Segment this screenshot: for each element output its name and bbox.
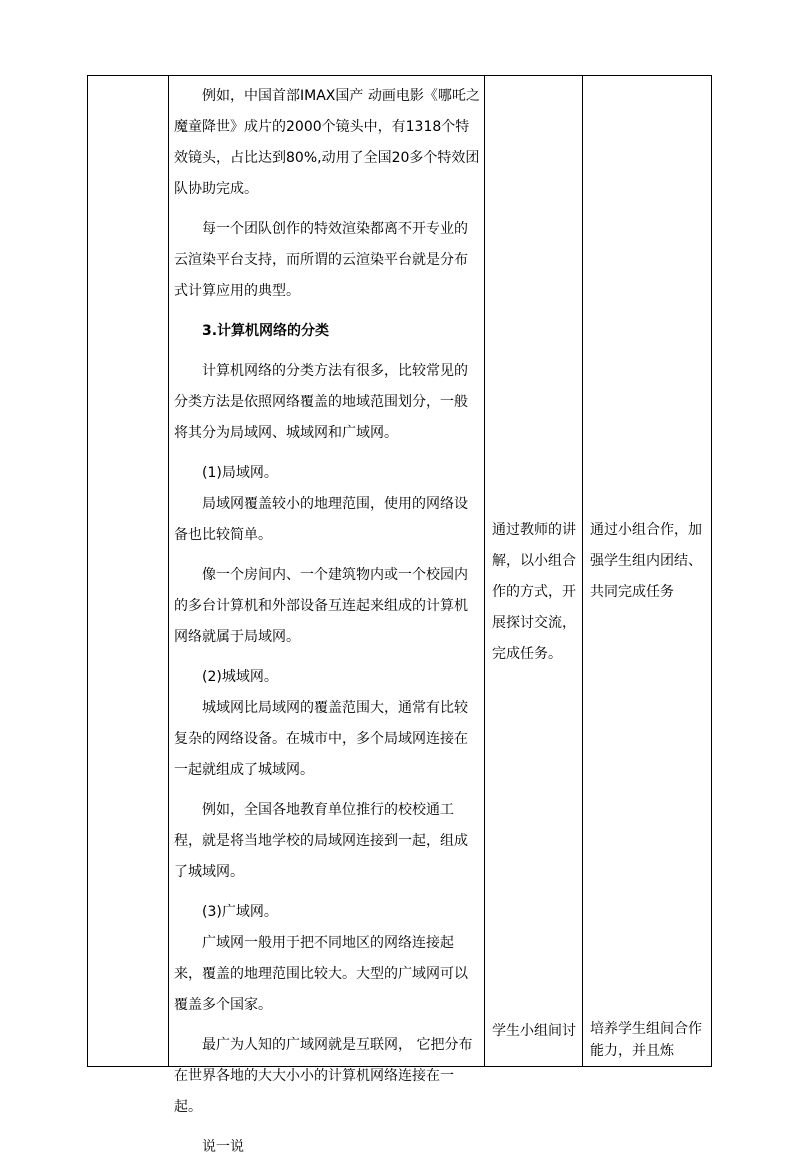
- paragraph: 例如，全国各地教育单位推行的校校通工程，就是将当地学校的局域网连接到一起，组成了城域网。: [174, 802, 468, 880]
- subsection-label: (2)城域网。: [202, 669, 278, 685]
- subsection-label: (1)局域网。: [202, 465, 278, 481]
- teaching-content: [169, 76, 484, 1155]
- design-intent: [583, 76, 711, 1061]
- table-row: [88, 76, 712, 1067]
- paragraph: 广域网一般用于把不同地区的网络连接起来，覆盖的地理范围比较大。大型的广域网可以覆盖多个国家。: [174, 935, 468, 1013]
- paragraph: 例如，中国首部IMAX国产 动画电影《哪吒之魔童降世》成片的2000个镜头中，有1318个特效镜头，占比达到80%,动用了全国20多个特效团队协助完成。: [174, 88, 480, 197]
- student-activity-text: 通过教师的讲解，以小组合作的方式，开展探讨交流，完成任务。: [492, 522, 576, 662]
- blank-column-cell: [88, 76, 169, 1067]
- student-activity-cell: [485, 76, 583, 1067]
- design-intent-text: 培养学生组间合作能力，并且炼: [590, 1021, 702, 1059]
- student-activity-text: 学生小组间讨: [492, 1023, 576, 1039]
- paragraph: 城域网比局域网的覆盖范围大，通常有比较复杂的网络设备。在城市中，多个局域网连接在一起就组成了城域网。: [174, 700, 468, 778]
- design-intent-text: 通过小组合作，加强学生组内团结、共同完成任务: [590, 522, 702, 600]
- lesson-plan-table: [87, 75, 712, 1155]
- design-intent-cell: [583, 76, 712, 1067]
- student-activity: [485, 76, 582, 1061]
- paragraph: 每一个团队创作的特效渲染都离不开专业的云渲染平台支持，而所谓的云渲染平台就是分布式计算应用的典型。: [174, 221, 468, 299]
- section-heading: 3.计算机网络的分类: [202, 323, 330, 339]
- paragraph: 计算机网络的分类方法有很多，比较常见的分类方法是依照网络覆盖的地域范围划分，一般将其分为局域网、城域网和广域网。: [174, 363, 468, 441]
- paragraph: 说一说: [202, 1139, 244, 1155]
- subsection-label: (3)广域网。: [202, 904, 278, 920]
- paragraph: 像一个房间内、一个建筑物内或一个校园内的多台计算机和外部设备互连起来组成的计算机网络就属于局域网。: [174, 567, 468, 645]
- paragraph: 局域网覆盖较小的地理范围，使用的网络设备也比较简单。: [174, 496, 468, 543]
- teaching-content-cell: [169, 76, 485, 1155]
- paragraph: 最广为人知的广域网就是互联网， 它把分布在世界各地的大大小小的计算机网络连接在一起。: [174, 1037, 473, 1115]
